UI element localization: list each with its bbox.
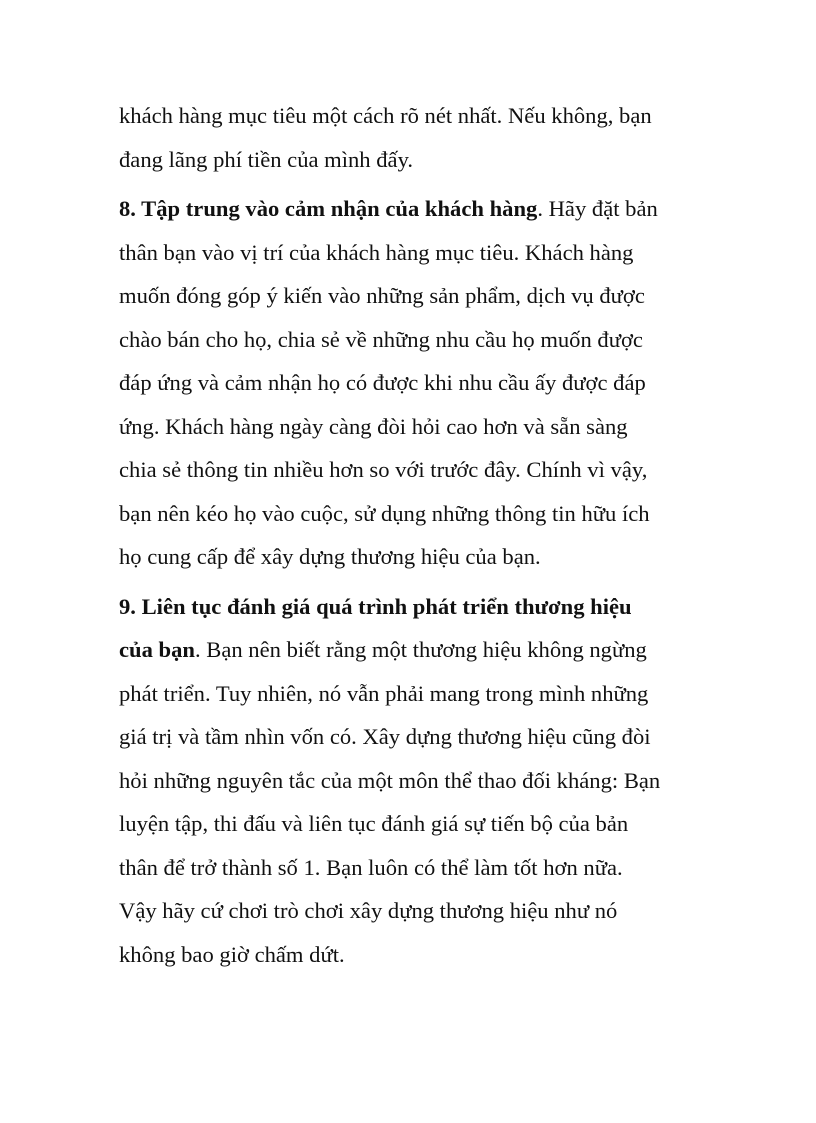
text-line: Vậy hãy cứ chơi trò chơi xây dựng thương hiệu như nó — [119, 898, 618, 923]
text-line: muốn đóng góp ý kiến vào những sản phẩm, dịch vụ được — [119, 283, 645, 308]
text-line: luyện tập, thi đấu và liên tục đánh giá sự tiến bộ của bản — [119, 811, 629, 836]
text-line: giá trị và tầm nhìn vốn có. Xây dựng thương hiệu cũng đòi — [119, 724, 651, 749]
text-line: hỏi những nguyên tắc của một môn thể thao đối kháng: Bạn — [119, 767, 661, 793]
text-line: đang lãng phí tiền của mình đấy. — [119, 146, 414, 172]
text-line — [119, 585, 709, 629]
paragraph-continuation — [119, 94, 709, 181]
text-line: chào bán cho họ, chia sẻ về những nhu cầu họ muốn được — [119, 326, 643, 352]
text-line: họ cung cấp để xây dựng thương hiệu của bạn. — [119, 544, 541, 569]
document-page — [119, 94, 709, 976]
paragraph-item-8 — [119, 187, 709, 579]
text-line: phát triển. Tuy nhiên, nó vẫn phải mang trong mình những — [119, 680, 649, 706]
item-heading: 8. Tập trung vào cảm nhận của khách hàng — [119, 196, 538, 221]
text-line: của bạn. Bạn nên biết rằng một thương hiệu không ngừng — [119, 637, 647, 662]
item-heading: 9. Liên tục đánh giá quá trình phát triển thương hiệu — [119, 593, 632, 619]
text-line: khách hàng mục tiêu một cách rõ nét nhất. Nếu không, bạn — [119, 103, 652, 128]
text-line: không bao giờ chấm dứt. — [119, 941, 345, 967]
text-line: 8. Tập trung vào cảm nhận của khách hàng. Hãy đặt bản — [119, 196, 658, 221]
paragraph-item-9 — [119, 585, 709, 977]
text-line: thân bạn vào vị trí của khách hàng mục tiêu. Khách hàng — [119, 239, 634, 265]
text-line: đáp ứng và cảm nhận họ có được khi nhu cầu ấy được đáp — [119, 370, 646, 395]
text-line: thân để trở thành số 1. Bạn luôn có thể làm tốt hơn nữa. — [119, 854, 623, 880]
text-line: chia sẻ thông tin nhiều hơn so với trước đây. Chính vì vậy, — [119, 457, 648, 482]
item-heading: của bạn — [119, 637, 195, 662]
text-line: bạn nên kéo họ vào cuộc, sử dụng những thông tin hữu ích — [119, 500, 650, 526]
text-line: ứng. Khách hàng ngày càng đòi hỏi cao hơn và sẵn sàng — [119, 413, 628, 439]
